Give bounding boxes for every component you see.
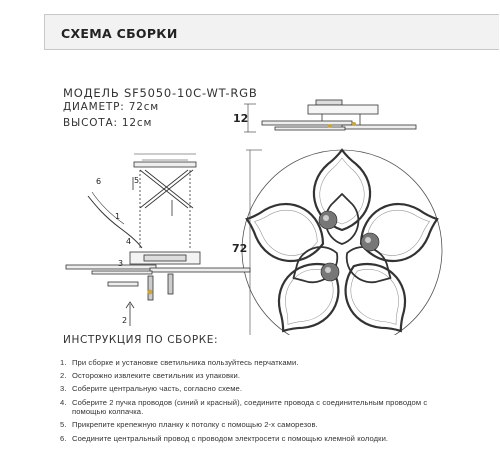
exploded-view xyxy=(66,154,250,326)
top-view xyxy=(238,150,446,335)
instruction-step xyxy=(60,420,452,430)
step-number: 5. xyxy=(60,420,67,430)
step-text: При сборке и установке светильника пользуйтесь перчатками. xyxy=(72,358,299,367)
height-label: ВЫСОТА: 12см xyxy=(63,117,153,129)
instruction-step xyxy=(60,384,452,394)
callout-5: 5 xyxy=(134,176,140,185)
instructions-list xyxy=(60,358,452,447)
instruction-step xyxy=(60,358,452,368)
callout-6: 6 xyxy=(96,177,102,186)
instructions-title: ИНСТРУКЦИЯ ПО СБОРКЕ: xyxy=(63,334,219,346)
instruction-step xyxy=(60,434,452,444)
step-number: 2. xyxy=(60,371,67,381)
step-number: 6. xyxy=(60,433,67,443)
callout-4: 4 xyxy=(126,237,132,246)
diameter-dimension: 72 xyxy=(232,242,248,255)
height-dimension: 12 xyxy=(233,112,249,125)
step-text: Прикрепите крепежную планку к потолку с помощью 2-х саморезов. xyxy=(72,420,318,430)
step-number: 3. xyxy=(60,384,67,394)
step-text: Соберите 2 пучка проводов (синий и красный), соедините провода с соединительным проводом с помощью колпачка. xyxy=(72,397,428,417)
side-view xyxy=(244,100,416,132)
instruction-step xyxy=(60,371,452,381)
callout-1: 1 xyxy=(115,212,121,221)
diameter-label: ДИАМЕТР: 72см xyxy=(63,101,160,113)
step-number: 1. xyxy=(60,358,67,367)
step-text: Осторожно извлеките светильник из упаковки. xyxy=(72,371,241,381)
callout-2: 2 xyxy=(122,316,128,325)
step-text: Соедините центральный провод с проводом электросети с помощью клемной колодки. xyxy=(72,433,389,443)
page-title: СХЕМА СБОРКИ xyxy=(61,26,178,41)
callout-3: 3 xyxy=(118,259,124,268)
model-label: МОДЕЛЬ SF5050-10C-WT-RGB xyxy=(63,86,258,100)
instruction-step xyxy=(60,398,452,417)
step-text: Соберите центральную часть, согласно схеме. xyxy=(72,384,243,394)
step-number: 4. xyxy=(60,397,67,407)
